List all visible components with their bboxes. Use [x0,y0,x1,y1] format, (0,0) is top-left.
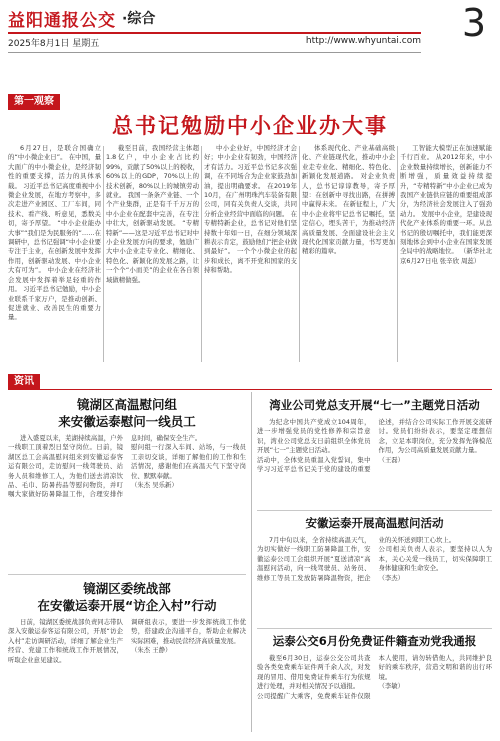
section-tag-lead: 第一观察 [8,94,60,110]
brief-2-text: 为纪念中国共产党成立104周年，进一步增强党员的党性修养和宗旨意识，湾业公司党总支日前组织全体党员开展“七一”主题党日活动。 活动中，全体党员重温入党誓词，集中学习习近平总书记关于党的建设的重要论述，并结合公司实际工作开展交流研讨。党员们纷纷表示，要坚定理想信念，立足本职岗位，充分发挥先锋模范作用，为公司高质量发展贡献力量。 （王磊） [257,418,492,474]
dateline [8,36,421,49]
lead-column-2 [106,144,199,364]
issue-date: 2025年8月1日 星期五 [8,39,100,49]
brief-2-headline: 湾业公司党总支开展“七一”主题党日活动 [269,398,480,412]
lead-column-1-text: 6月27日，是联合国确立的“中小微企业日”。 在中国，量大面广的中小微企业，是经济韧性的重要支撑，活力的具体承载。 习近平总书记高度重视中小微企业发展，在地方考察中，多次走进产业园区、工厂车间，同技术、看产线、听意见，悉数关切，寄予厚望。 “中小企业能办大事”“我们是为民服务的”……在调研中，总书记强调“中小企业要专注于主业，在创新发展中发挥作用，创新驱动发展、中小企业大有可为”。 中小企业在经济社会发展中发挥着举足轻重的作用。 习近平总书记勉励，中小企业联系千家万户，是推动创新、促进就业、改善民生的重要力量。 [8,144,101,322]
masthead [8,5,155,31]
column-divider [299,146,300,362]
article-divider [257,510,492,511]
brief-3-body [257,536,492,622]
lead-column-5-text: 工智能大模型正在加速赋能千行百业。 从2012年来，中小企业数量持续增长，创新能力不断增强，质量效益持续提升，“专精特新”中小企业已成为我国产业链供应链的重要组成部分，为经济社会发展注入了强劲动力。 发展中小企业，是建设现代化产业体系的重要一环。从总书记的殷切嘱托中，我们能更深刻地体会到中小企业在国家发展全局中的战略地位。 （新华社北京6月27日电 张辛欣 周蕊） [400,144,492,265]
brief-4-text: 日前，镜湖区委统战部负责同志带队深入安徽运泰客运有限公司，开展“访企入村”走访调研活动，详细了解企业生产经营、党建工作和统战工作开展情况，听取企业意见建议。 调研组表示，要进一步发挥统战工作优势，搭建政企沟通平台，帮助企业解决实际困难，推动民营经济高质量发展。 （朱杰 王静） [8,618,246,664]
article-divider [257,628,492,629]
column-divider [201,146,202,362]
brief-4-headline: 镜湖区委统战部 在安徽运泰开展“访企入村”行动 [37,581,217,613]
section-rule [8,389,492,390]
brief-1-text: 进入盛夏以来，芜湖持续高温，户外一线职工顶着烈日坚守岗位。日前，镜湖区总工会高温慰问组来到安徽运泰客运有限公司，走访慰问一线驾驶员、站务人员和维修工人，为他们送去清凉饮品、毛巾、防暑药品等慰问物资，并叮嘱大家做好防暑降温工作，合理安排作息时间，确保安全生产。 慰问组一行深入车间、站场，与一线员工亲切交谈，详细了解他们的工作和生活情况，感谢他们在高温天气下坚守岗位、默默奉献。 （朱杰 吴乐新） [8,434,246,499]
brief-1-body [8,434,246,566]
brief-4-body [8,618,246,736]
column-divider [251,392,252,732]
website-url[interactable]: http://www.whyuntai.com [305,36,421,46]
page-number: 3 [461,1,486,45]
lead-column-4-text: 体系现代化、产业基础高级化、产业链现代化，推动中小企业走专业化、精细化、特色化、新颖化发展道路。 对企业负责人，总书记谆谆教导，寄予厚望：在创新中寻找出路，在拼搏中赢得未来。 在新征程上，广大中小企业将牢记总书记嘱托，坚定信心，埋头苦干，为推动经济高质量发展、全面建设社会主义现代化国家贡献力量，书写更加精彩的篇章。 [302,144,395,256]
page-header [0,0,500,60]
brief-3-headline: 安徽运泰开展高温慰问活动 [305,516,444,530]
article-divider [8,574,246,575]
brief-2-body [257,418,492,504]
brief-5-headline: 运泰公交6月份免费证件籍查劝党我通报 [272,634,477,648]
brief-1-headline: 镜湖区高温慰问组 来安徽运泰慰问一线员工 [58,397,196,429]
lead-column-3-text: 中小企业好，中国经济才会好；中小企业有韧劲，中国经济才有活力。习近平总书记多次强调，在不同场合为企业家鼓劲加油，提出明确要求。 在2019年10月，在广州明珠汽车装备有限公司，同有关负责人交谈，共同分析企业经营中面临的问题。 在专精特新企业，总书记对他们坚持数十年如一日，在细分领域深耕表示肯定，鼓励他们“把企业做到最好”。 一个个小微企业的起步和成长，离不开党和国家的支持和帮助。 [204,144,297,275]
lead-column-4 [302,144,395,364]
lead-column-2-text: 截至目前，我国经营主体超1.8亿户，中小企业占比约99%，贡献了50%以上的税收，60%以上的GDP，70%以上的技术创新，80%以上的城镇劳动就业。 我国一条条产业链、一个个产业集群，正是有千千万万的中小企业在配套中完善，在专注中壮大，创新驱动发展。 “专精特新”——这是习近平总书记对中小企业发展方向的要求，勉励广大中小企业走专业化、精细化、特色化、新颖化的发展之路，让一个个“小而美”的企业在各自领域做精做强。 [106,144,199,284]
lead-column-3 [204,144,297,364]
header-rule [8,32,421,34]
column-divider [103,146,104,362]
brief-3-text: 7月中旬以来，全省持续高温天气，为切实做好一线职工防暑降温工作，安徽运泰公司工会组织开展“夏送清凉”高温慰问活动，向一线驾驶员、站务员、维修工等员工发放防暑降温物资，把企业的关怀送到职工心坎上。 公司相关负责人表示，要坚持以人为本，关心关爱一线员工，切实保障职工身体健康和生命安全。 （李杰） [257,536,492,582]
brief-5-text: 截至6月30日，运泰公交公司共查验各类免费乘车证件两千余人次，对发现的冒用、借用免费证件乘车行为依规进行处理，并对相关情况予以通报。 公司提醒广大乘客，免费乘车证件仅限本人使用，请勿转借他人，共同维护良好的乘车秩序，营造文明和谐的出行环境。 （李敏） [257,654,492,700]
section-tag-briefs: 资讯 [8,374,40,390]
lead-column-5 [400,144,492,364]
column-divider [397,146,398,362]
brief-5-body [257,654,492,736]
masthead-section: ·综合 [122,11,156,27]
masthead-name: 益阳通报公交 [8,10,116,31]
lead-column-1 [8,144,101,364]
lead-headline: 总书记勉励中小企业办大事 [112,114,388,138]
dateline-rule [8,52,421,53]
